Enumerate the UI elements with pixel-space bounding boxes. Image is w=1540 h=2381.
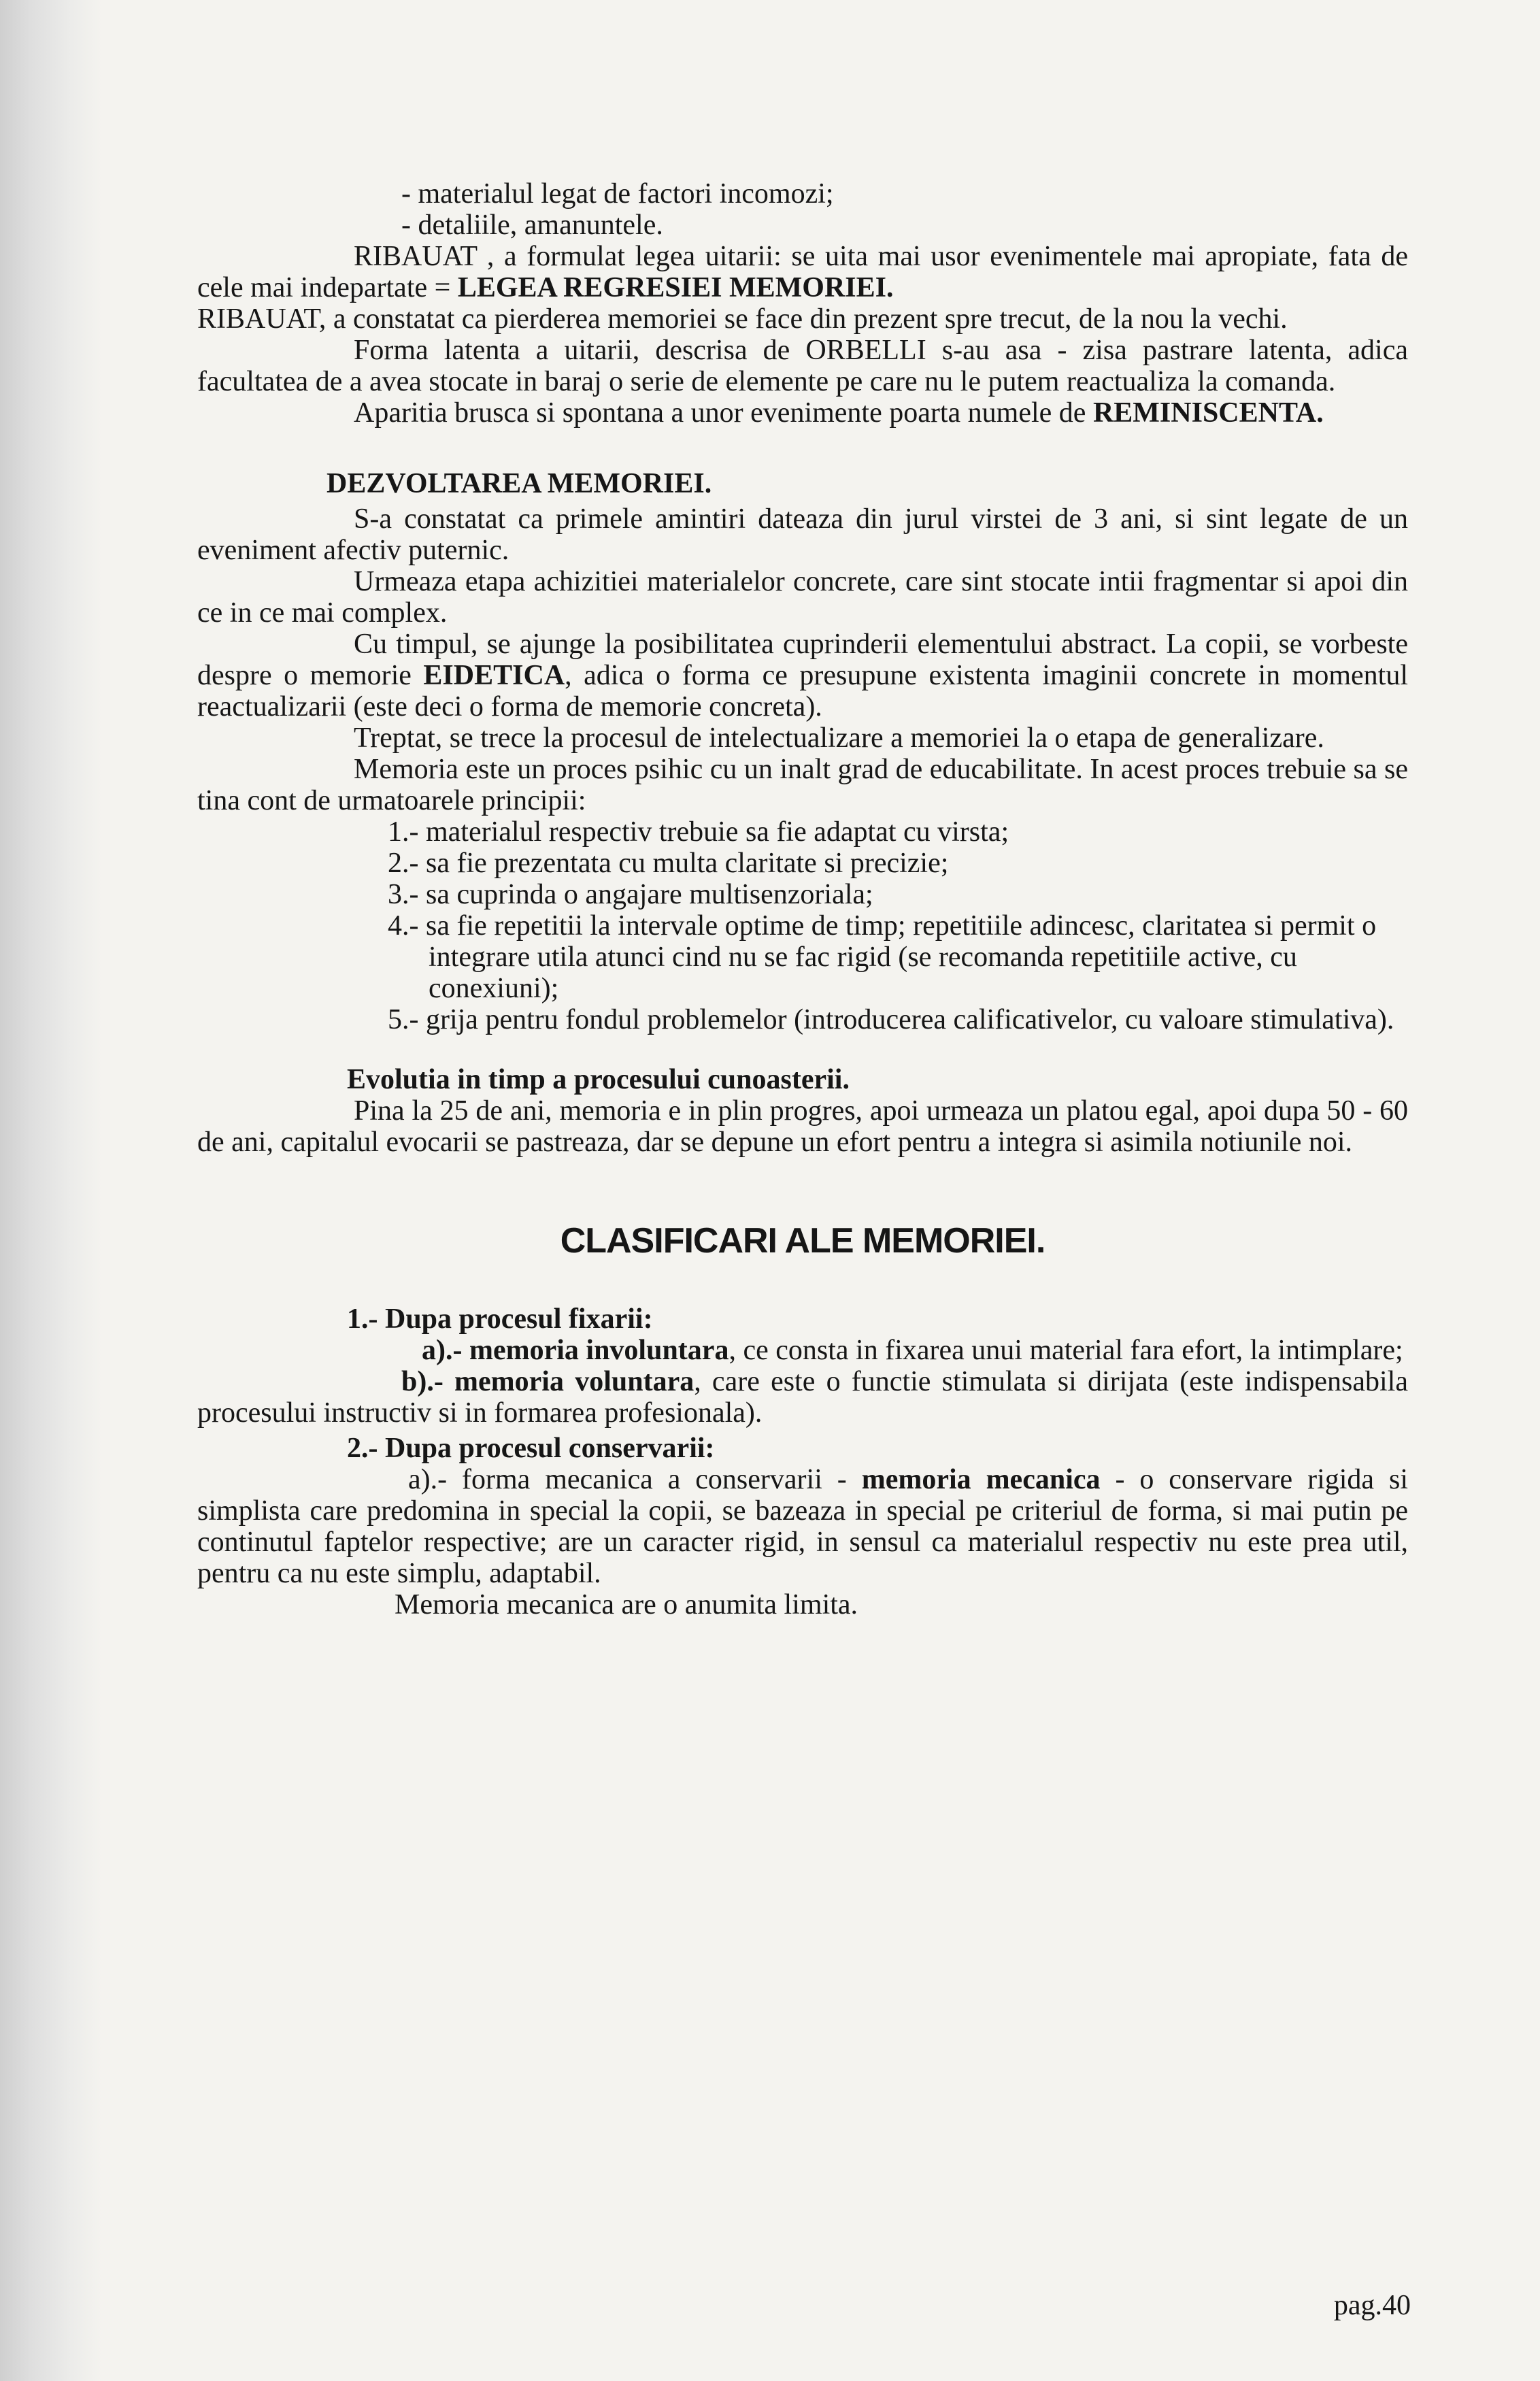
closing-sentence: Memoria mecanica are o anumita limita.	[395, 1589, 858, 1620]
paragraph-orbelli	[197, 335, 1408, 397]
bold-text-segment: EIDETICA	[423, 660, 565, 691]
bold-text-segment: b).- memoria voluntara	[401, 1366, 694, 1397]
text-segment: Cu timpul, se ajunge la posibilitatea cuprinderii elementului abstract. La copii, se vorbeste despre o memorie	[197, 629, 1408, 691]
page-body	[197, 178, 1408, 1620]
text-segment: RIBAUAT , a formulat legea uitarii: se uita mai usor evenimentele mai apropiate, fata de cele mai indepartate =	[197, 241, 1408, 303]
bold-text-segment: REMINISCENTA.	[1092, 397, 1324, 429]
text-segment: RIBAUAT, a constatat ca pierderea memoriei se face din prezent spre trecut, de la nou la vechi.	[197, 303, 1288, 335]
paragraph-intellectualization	[197, 722, 1408, 754]
item-mechanical-memory	[197, 1464, 1408, 1589]
intro-list-item-1: - materialul legat de factori incomozi;	[401, 178, 834, 210]
bold-text-segment: LEGEA REGRESIEI MEMORIEI.	[457, 272, 894, 303]
principle-item: 1.- materialul respectiv trebuie sa fie adaptat cu virsta;	[388, 816, 1009, 848]
section-title-memory-classifications: CLASIFICARI ALE MEMORIEI.	[560, 1221, 1045, 1261]
subheading-fixation-process: 1.- Dupa procesul fixarii:	[347, 1303, 653, 1335]
paragraph-ribauat-law	[197, 241, 1408, 303]
principle-item: 3.- sa cuprinda o angajare multisenzoriala;	[388, 879, 873, 910]
text-segment: Pina la 25 de ani, memoria e in plin progres, apoi urmeaza un platou egal, apoi dupa 50 - 60 de ani, capitalul evocarii se pastreaza, dar se depune un efort pentru a integra si asimila notiunile noi.	[197, 1095, 1408, 1158]
paragraph-first-memories	[197, 503, 1408, 566]
bold-text-segment: a).- memoria involuntara	[422, 1335, 729, 1366]
paragraph-concrete-materials	[197, 566, 1408, 629]
text-segment: a).- forma mecanica a conservarii -	[408, 1464, 862, 1495]
paragraph-reminiscence	[197, 397, 1408, 429]
paragraph-evolution	[197, 1095, 1408, 1158]
subheading-conservation-process: 2.- Dupa procesul conservarii:	[347, 1433, 715, 1464]
text-segment: Forma latenta a uitarii, descrisa de ORBELLI s-au asa - zisa pastrare latenta, adica facultatea de a avea stocate in baraj o serie de elemente pe care nu le putem reactualiza la comanda.	[197, 335, 1408, 397]
principle-item: 2.- sa fie prezentata cu multa claritate si precizie;	[388, 848, 949, 879]
paragraph-ribauat-memory-loss	[197, 303, 1408, 335]
item-voluntary-memory	[197, 1366, 1408, 1429]
principle-item: 4.- sa fie repetitii la intervale optime de timp; repetitiile adincesc, claritatea si permit o integrare utila atunci cind nu se fac rigid (se recomanda repetitiile active, cu conexiuni);	[388, 910, 1377, 1004]
text-segment: , ce consta in fixarea unui material fara efort, la intimplare;	[729, 1335, 1403, 1366]
heading-evolution-in-time: Evolutia in timp a procesului cunoasterii.	[347, 1064, 850, 1095]
text-segment: - o conservare rigida si simplista care predomina in special la copii, se bazeaza in special pe criteriul de forma, si mai putin pe continutul faptelor respective; are un caracter rigid, in sensul ca materialul respectiv nu este prea util, pentru ca nu este simplu, adaptabil.	[197, 1464, 1408, 1589]
heading-memory-development: DEZVOLTAREA MEMORIEI.	[327, 468, 712, 499]
bold-text-segment: memoria mecanica	[861, 1464, 1101, 1495]
text-segment: , adica o forma ce presupune existenta imaginii concrete in momentul reactualizarii (este deci o forma de memorie concreta).	[197, 660, 1408, 722]
text-segment: , care este o functie stimulata si dirijata (este indispensabila procesului instructiv si in formarea profesionala).	[197, 1366, 1408, 1429]
text-segment: Aparitia brusca si spontana a unor evenimente poarta numele de	[354, 397, 1093, 429]
page-number: pag.40	[1333, 2290, 1411, 2321]
text-segment: S-a constatat ca primele amintiri dateaza din jurul virstei de 3 ani, si sint legate de un eveniment afectiv puternic.	[197, 503, 1408, 566]
text-segment: Memoria este un proces psihic cu un inalt grad de educabilitate. In acest proces trebuie sa se tina cont de urmatoarele principii:	[197, 754, 1408, 816]
paragraph-educability	[197, 754, 1408, 816]
binding-shadow	[0, 0, 102, 2381]
principle-item: 5.- grija pentru fondul problemelor (introducerea calificativelor, cu valoare stimulativa).	[388, 1004, 1394, 1035]
text-segment: Treptat, se trece la procesul de intelectualizare a memoriei la o etapa de generalizare.	[354, 722, 1324, 754]
paragraph-eidetic-memory	[197, 629, 1408, 722]
text-segment: Urmeaza etapa achizitiei materialelor concrete, care sint stocate intii fragmentar si apoi din ce in ce mai complex.	[197, 566, 1408, 629]
item-involuntary-memory	[197, 1335, 1408, 1366]
intro-list-item-2: - detaliile, amanuntele.	[401, 210, 663, 241]
